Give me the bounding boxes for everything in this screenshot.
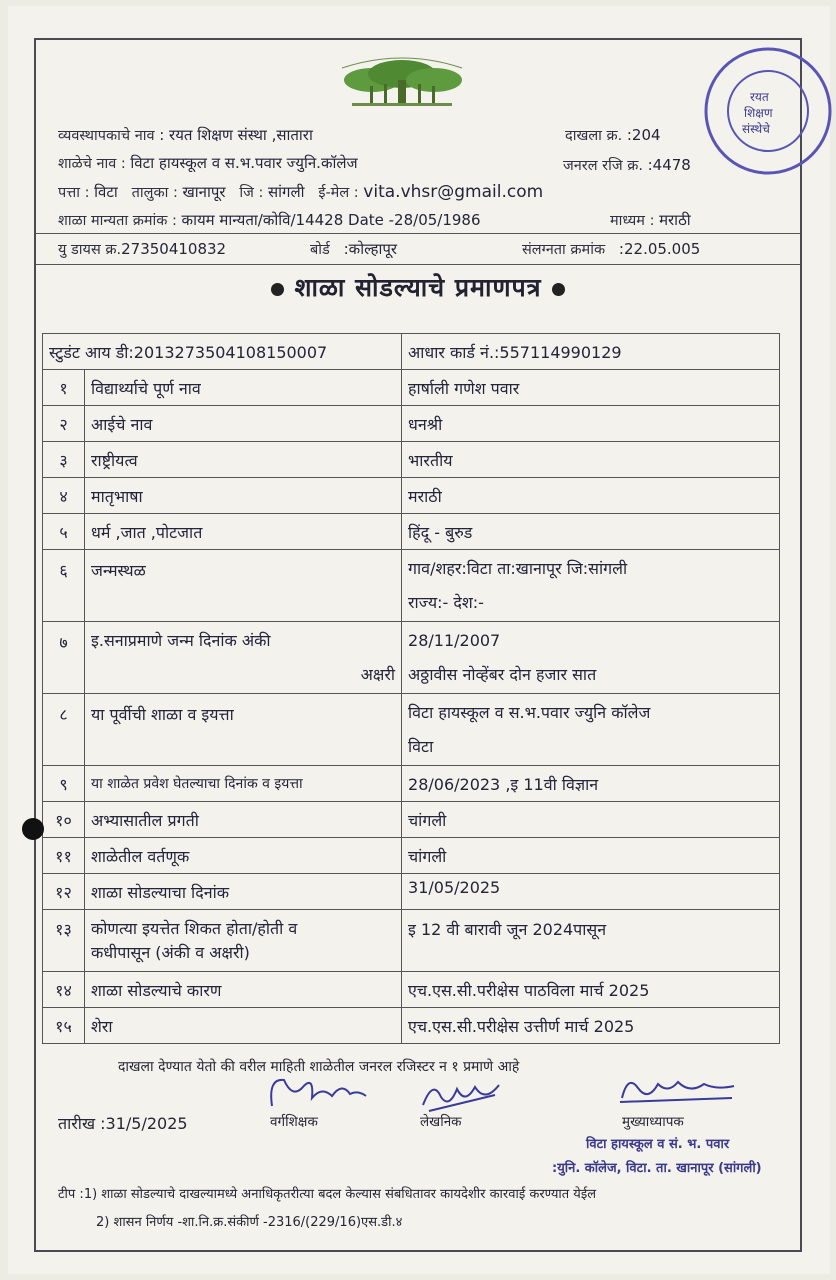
table-row <box>43 550 780 622</box>
table-row <box>43 766 780 802</box>
row-value: हिंदू - बुरुड <box>402 514 780 550</box>
row-value: मराठी <box>402 478 780 514</box>
dob-label: इ.सनाप्रमाणे जन्म दिनांक अंकी <box>91 630 271 650</box>
school-value: विटा हायस्कूल व स.भ.पवार ज्युनि.कॉलेज <box>130 154 358 172</box>
row-label <box>85 622 402 694</box>
row-label: शेरा <box>85 1008 402 1044</box>
row-number: १ <box>43 370 85 406</box>
row-value: एच.एस.सी.परीक्षेस पाठविला मार्च 2025 <box>402 972 780 1008</box>
row-number: ९ <box>43 766 85 802</box>
row-label: धर्म ,जात ,पोटजात <box>85 514 402 550</box>
previous-school-city: विटा <box>408 736 434 756</box>
since-label: कधीपासून (अंकी व अक्षरी) <box>91 942 250 962</box>
table-row <box>43 910 780 972</box>
address-value: विटा <box>94 183 118 201</box>
address-label: पत्ता : <box>58 185 90 201</box>
school-label: शाळेचे नाव : <box>58 156 126 172</box>
table-row <box>43 838 780 874</box>
row-value <box>402 550 780 622</box>
date-row <box>58 1112 188 1134</box>
standard-label: कोणत्या इयत्तेत शिकत होता/होती व <box>91 918 298 938</box>
row-number: १० <box>43 802 85 838</box>
row-value: 28/06/2023 ,इ 11वी विज्ञान <box>402 766 780 802</box>
row-label: शाळेतील वर्तणूक <box>85 838 402 874</box>
row-value: इ 12 वी बारावी जून 2024पासून <box>402 910 780 972</box>
principal-label: मुख्याध्यापक <box>622 1114 684 1130</box>
certificate-title: शाळा सोडल्याचे प्रमाणपत्र <box>294 273 542 302</box>
table-row <box>43 406 780 442</box>
board-value: :कोल्हापूर <box>343 240 398 258</box>
medium-value: मराठी <box>659 211 691 229</box>
row-value <box>402 694 780 766</box>
medium-row <box>610 210 691 230</box>
dakhla-label: दाखला क्र. <box>565 128 623 144</box>
note-1: टीप :1) शाळा सोडल्याचे दाखल्यामध्ये अनाधिकृतरीत्या बदल केल्यास संबधितावर कायदेशीर कारवाई करण्यात येईल <box>58 1187 597 1202</box>
udise-row <box>58 239 226 259</box>
birthplace-state: राज्य:- देश:- <box>408 592 484 612</box>
row-value: हार्षाली गणेश पवार <box>402 370 780 406</box>
row-label: या शाळेत प्रवेश घेतल्याचा दिनांक व इयत्ता <box>85 766 402 802</box>
district-value: सांगली <box>267 183 305 201</box>
row-number: ६ <box>43 550 85 622</box>
medium-label: माध्यम : <box>610 213 655 229</box>
row-label: मातृभाषा <box>85 478 402 514</box>
row-label: शाळा सोडल्याचा दिनांक <box>85 874 402 910</box>
dob-digits: 28/11/2007 <box>408 630 501 650</box>
birthplace-city: गाव/शहर:विटा ता:खानापूर जि:सांगली <box>408 558 628 578</box>
header-divider-bottom <box>36 264 800 265</box>
declaration-text: दाखला देण्यात येतो की वरील माहिती शाळेतील जनरल रजिस्टर न १ प्रमाणे आहे <box>118 1059 520 1075</box>
previous-school: विटा हायस्कूल व स.भ.पवार ज्युनि कॉलेज <box>408 702 651 722</box>
row-label: जन्मस्थळ <box>85 550 402 622</box>
banyan-tree-logo <box>322 50 482 108</box>
email-label: ई-मेल : <box>318 185 359 201</box>
management-value: : रयत शिक्षण संस्था ,सातारा <box>159 126 313 144</box>
row-label: आईचे नाव <box>85 406 402 442</box>
recognition-value: कायम मान्यता/कोवि/14428 Date -28/05/1986 <box>181 211 481 229</box>
seal-line-3: संस्थेचे <box>742 122 770 136</box>
school-row <box>58 153 358 173</box>
row-number: ११ <box>43 838 85 874</box>
affiliation-row <box>522 239 700 259</box>
register-label: जनरल रजि क्र. <box>563 158 643 174</box>
clerk-label: लेखनिक <box>420 1114 462 1130</box>
affiliation-label: संलग्नता क्रमांक <box>522 242 606 258</box>
udise-label: यु डायस क्र. <box>58 242 122 258</box>
taluka-value: खानापूर <box>182 183 226 201</box>
bullet-icon <box>552 283 565 296</box>
row-label: अभ्यासातील प्रगती <box>85 802 402 838</box>
address-row <box>58 182 543 202</box>
management-row <box>58 125 313 145</box>
table-row <box>43 370 780 406</box>
table-row <box>43 1008 780 1044</box>
dob-words: अठ्ठावीस नोव्हेंबर दोन हजार सात <box>408 664 597 684</box>
table-row <box>43 874 780 910</box>
row-number: ८ <box>43 694 85 766</box>
table-row <box>43 622 780 694</box>
note-2: 2) शासन निर्णय -शा.नि.क्र.संकीर्ण -2316/(229/16)एस.डी.४ <box>96 1215 403 1230</box>
row-label: राष्ट्रीयत्व <box>85 442 402 478</box>
affiliation-value: :22.05.005 <box>618 240 701 258</box>
certificate-title-row <box>0 270 836 304</box>
row-value: 31/05/2025 <box>402 874 780 910</box>
recognition-label: शाळा मान्यता क्रमांक : <box>58 213 177 229</box>
row-number: १५ <box>43 1008 85 1044</box>
date-label: तारीख : <box>58 1114 106 1133</box>
table-row <box>43 478 780 514</box>
student-id: स्टुडंट आय डी:2013273504108150007 <box>43 334 402 370</box>
row-number: १२ <box>43 874 85 910</box>
row-value: भारतीय <box>402 442 780 478</box>
table-row <box>43 802 780 838</box>
row-number: ३ <box>43 442 85 478</box>
table-row <box>43 694 780 766</box>
date-value: 31/5/2025 <box>105 1114 188 1133</box>
table-row <box>43 972 780 1008</box>
udise-value: 27350410832 <box>121 240 227 258</box>
register-value: :4478 <box>647 156 691 174</box>
row-number: १३ <box>43 910 85 972</box>
clerk-signature <box>415 1075 505 1117</box>
email-value: vita.vhsr@gmail.com <box>363 182 544 202</box>
register-row <box>563 155 691 175</box>
punch-hole <box>22 818 44 840</box>
recognition-row <box>58 210 481 230</box>
dakhla-row <box>565 125 661 145</box>
row-label <box>85 910 402 972</box>
row-value <box>402 622 780 694</box>
row-value: चांगली <box>402 802 780 838</box>
dob-words-label: अक्षरी <box>360 664 396 684</box>
row-value: एच.एस.सी.परीक्षेस उत्तीर्ण मार्च 2025 <box>402 1008 780 1044</box>
bullet-icon <box>271 283 284 296</box>
management-label: व्यवस्थापकाचे नाव <box>58 128 155 144</box>
aadhar-number: आधार कार्ड नं.:557114990129 <box>402 334 780 370</box>
school-stamp-line-1: विटा हायस्कूल व सं. भ. पवार <box>586 1137 730 1152</box>
row-label: या पूर्वीची शाळा व इयत्ता <box>85 694 402 766</box>
row-number: १४ <box>43 972 85 1008</box>
row-number: ७ <box>43 622 85 694</box>
taluka-label: तालुका : <box>131 185 178 201</box>
row-label: विद्यार्थ्याचे पूर्ण नाव <box>85 370 402 406</box>
class-teacher-signature <box>262 1068 372 1114</box>
board-row <box>310 239 397 259</box>
table-row <box>43 442 780 478</box>
row-number: २ <box>43 406 85 442</box>
header-divider-top <box>36 233 800 234</box>
table-row <box>43 514 780 550</box>
row-number: ५ <box>43 514 85 550</box>
board-label: बोर्ड <box>310 242 330 258</box>
seal-line-2: शिक्षण <box>744 106 773 120</box>
dakhla-value: :204 <box>626 126 661 144</box>
row-number: ४ <box>43 478 85 514</box>
principal-signature <box>612 1068 742 1110</box>
class-teacher-label: वर्गशिक्षक <box>270 1114 318 1130</box>
seal-line-1: रयत <box>750 90 769 104</box>
district-label: जि : <box>239 185 264 201</box>
row-label: शाळा सोडल्याचे कारण <box>85 972 402 1008</box>
school-stamp-line-2: :युनि. कॉलेज, विटा. ता. खानापूर (सांगली) <box>552 1161 762 1176</box>
row-value: धनश्री <box>402 406 780 442</box>
row-value: चांगली <box>402 838 780 874</box>
table-row <box>43 334 780 370</box>
details-table <box>42 333 780 1044</box>
